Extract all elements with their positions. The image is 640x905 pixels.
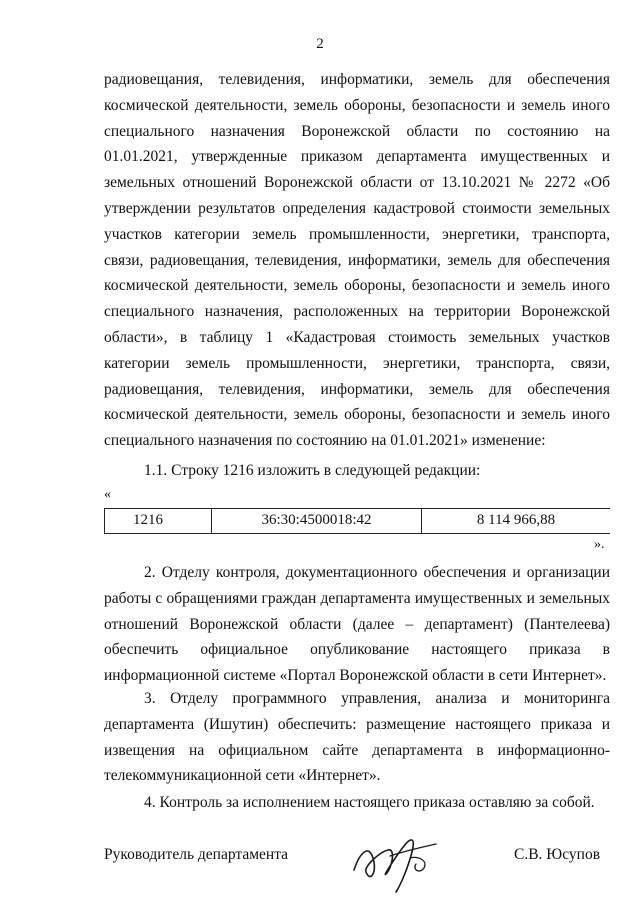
quote-close-mark: ».	[594, 537, 605, 552]
quote-open-mark: «	[104, 487, 111, 502]
paragraph-item-2: 2. Отделу контроля, документационного обеспечения и организации работы с обращениями граждан департамента имущественных и земельных отношений Воронежской области (далее – департамент) (Пантелеева) обеспечить официальное опубликование настоящего приказа в информационной системе «Портал Воронежской области в сети Интернет».	[104, 564, 610, 685]
handwritten-signature	[340, 822, 450, 894]
table-cell-value: 8 114 966,88	[476, 512, 556, 528]
cadastral-table-row	[104, 508, 610, 534]
table-cell-cadastral-number: 36:30:4500018:42	[212, 509, 422, 533]
table-cell-number: 1216	[104, 509, 212, 533]
paragraph-amendment-intro: радиовещания, телевидения, информатики, земель для обеспечения космической деятельности, земель обороны, безопасности и земель иного специального назначения Воронежской области по состоянию на 01.01.2021, утвержденные приказом департамента имущественных и земельных отношений Воронежской области от 13.10.2021 № 2272 «Об утверждении результатов определения кадастровой стоимости земельных участков категории земель промышленности, энергетики, транспорта, связи, радиовещания, телевидения, информатики, земель для обеспечения космической деятельности, земель обороны, безопасности и земель иного специального назначения, расположенных на территории Воронежской области», в таблицу 1 «Кадастровая стоимость земельных участков категории земель промышленности, энергетики, транспорта, связи, радиовещания, телевидения, информатики, земель для обеспечения космической деятельности, земель обороны, безопасности и земель иного специального назначения по состоянию на 01.01.2021» изменение:	[104, 71, 610, 450]
paragraph-item-1-1: 1.1. Строку 1216 изложить в следующей редакции:	[144, 462, 481, 479]
page-number: 2	[316, 36, 324, 52]
paragraph-item-3: 3. Отделу программного управления, анализа и мониторинга департамента (Ишутин) обеспечить: размещение настоящего приказа и извещения на официальном сайте департамента в информационно-телекоммуникационной сети «Интернет».	[104, 690, 610, 785]
signatory-position: Руководитель департамента	[104, 846, 289, 863]
signatory-name: С.В. Юсупов	[514, 846, 601, 863]
paragraph-item-4: 4. Контроль за исполнением настоящего приказа оставляю за собой.	[144, 794, 595, 811]
